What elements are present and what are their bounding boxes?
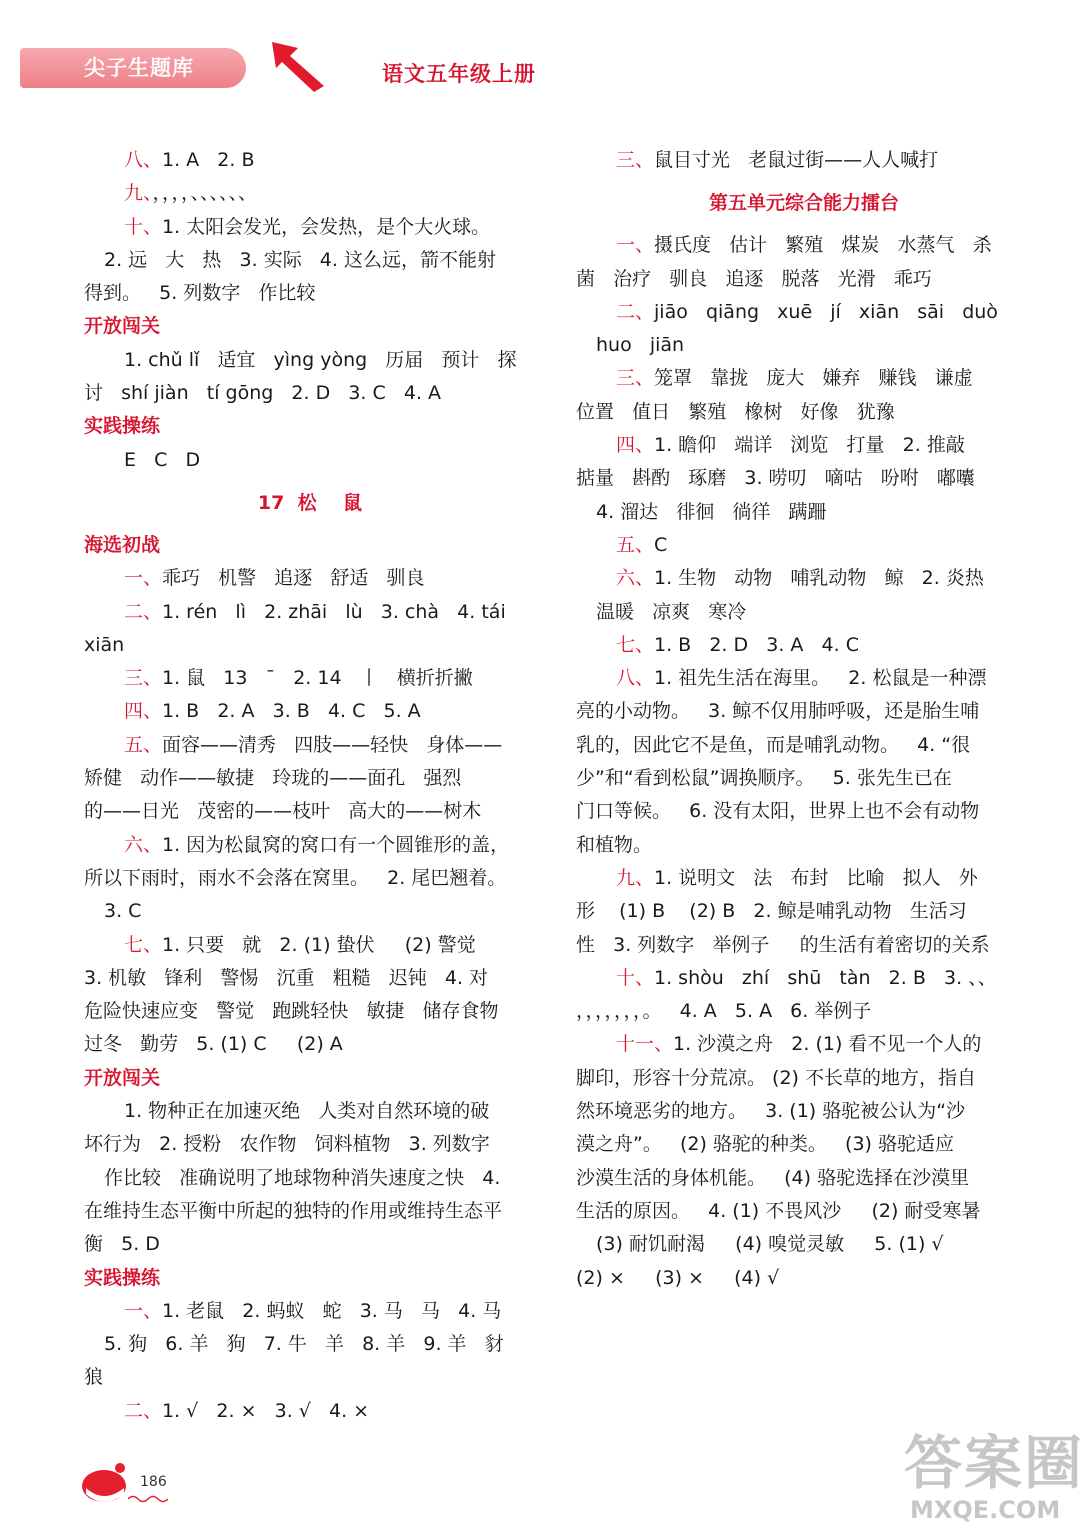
- answer-text: 1. shòu zhí shū tàn 2. B 3. 、、: [654, 966, 997, 989]
- answer-text: 鼠目寸光 老鼠过街——人人喊打: [654, 149, 939, 171]
- answer-text: huo jiān: [596, 334, 685, 357]
- answer-text: 海选初战: [84, 533, 161, 556]
- cartoon-mascot-icon: [80, 1458, 134, 1506]
- book-title: 语文五年级上册: [382, 62, 536, 86]
- answer-text: 实践操练: [84, 415, 161, 438]
- answer-line: [576, 1128, 1032, 1161]
- answer-text: 讨 shí jiàn tí gōng 2. D 3. C 4. A: [84, 382, 442, 405]
- answer-line: [576, 662, 1032, 695]
- answer-line: [576, 695, 1032, 728]
- left-column: [84, 144, 536, 1428]
- section-heading: [84, 310, 536, 343]
- answer-text: 1. 沙漠之舟 2. (1) 看不见一个人的: [673, 1033, 982, 1056]
- answer-text: C: [654, 533, 668, 556]
- answer-line: [576, 795, 1032, 828]
- question-number: 十一、: [616, 1033, 674, 1056]
- answer-line: [576, 1162, 1032, 1195]
- question-number: 三、: [616, 149, 655, 171]
- lesson-title: [576, 177, 1032, 229]
- answer-line: [84, 144, 536, 177]
- answer-line: [84, 596, 536, 629]
- right-column: [576, 144, 1032, 1295]
- answer-line: [576, 862, 1032, 895]
- answer-line: [576, 995, 1032, 1028]
- answer-text: 实践操练: [84, 1266, 161, 1289]
- red-arrow-icon: [268, 38, 328, 94]
- question-number: 九、: [124, 182, 153, 205]
- answer-text: 位置 值日 繁殖 橡树 好像 犹豫: [576, 400, 895, 423]
- answer-line: [576, 1262, 1032, 1295]
- answer-line: [84, 1328, 536, 1361]
- answer-text: 1. rén lì 2. zhāi lù 3. chà 4. tái: [162, 600, 506, 623]
- answer-text: 危险快速应变 警觉 跑跳轻快 敏捷 储存食物: [84, 1000, 499, 1023]
- lesson-title: [84, 477, 536, 529]
- question-number: 三、: [124, 667, 163, 690]
- answer-text: 在维持生态平衡中所起的独特的作用或维持生态平: [84, 1199, 503, 1222]
- answer-text: 乖巧 机警 追逐 舒适 驯良: [162, 567, 425, 590]
- answer-text: 1. chǔ lǐ 适宜 yìng yòng 历届 预计 探: [124, 348, 517, 371]
- answer-line: [84, 695, 536, 728]
- answer-text: 坏行为 2. 授粉 农作物 饲料植物 3. 列数字: [84, 1133, 490, 1156]
- answer-text: 1. 太阳会发光，会发热，是个大火球。: [162, 215, 491, 238]
- answer-line: [576, 296, 1032, 329]
- answer-text: 1. 鼠 13 ˉ 2. 14 丨 横折折撇: [162, 667, 473, 690]
- answer-line: [576, 362, 1032, 395]
- answer-text: 性 3. 列数字 举例子 的生活有着密切的关系: [576, 933, 990, 956]
- answer-line: [576, 396, 1032, 429]
- answer-text: 狼: [84, 1366, 104, 1389]
- answer-text: 菌 治疗 驯良 追逐 脱落 光滑 乖巧: [576, 267, 932, 290]
- answer-line: [84, 244, 536, 277]
- answer-line: [84, 995, 536, 1028]
- section-heading: [84, 410, 536, 443]
- answer-text: 然环境恶劣的地方。 3. (1) 骆驼被公认为“沙: [576, 1100, 966, 1123]
- question-number: 一、: [124, 1299, 163, 1322]
- answer-line: [84, 862, 536, 895]
- answer-line: [84, 829, 536, 862]
- answer-line: [84, 762, 536, 795]
- question-number: 五、: [616, 533, 655, 556]
- answer-line: [84, 1128, 536, 1161]
- answer-line: [84, 1195, 536, 1228]
- answer-line: [84, 1361, 536, 1394]
- answer-text: 1. √ 2. × 3. √ 4. ×: [162, 1399, 370, 1422]
- answer-text: 第五单元综合能力擂台: [708, 192, 899, 215]
- answer-line: [576, 895, 1032, 928]
- question-number: 十、: [124, 215, 163, 238]
- answer-line: [576, 962, 1032, 995]
- answer-text: 沙漠生活的身体机能。 (4) 骆驼选择在沙漠里: [576, 1166, 970, 1189]
- answer-text: 脚印，形容十分荒凉。 (2) 不长草的地方，指自: [576, 1066, 976, 1089]
- answer-line: [576, 529, 1032, 562]
- answer-line: [84, 1228, 536, 1261]
- answer-text: 矫健 动作——敏捷 玲珑的——面孔 强烈: [84, 767, 462, 790]
- section-heading: [84, 1062, 536, 1095]
- answer-line: [84, 277, 536, 310]
- answer-text: 1. 因为松鼠窝的窝口有一个圆锥形的盖，: [162, 833, 510, 856]
- answer-text: 开放闯关: [84, 1066, 161, 1089]
- answer-line: [576, 329, 1032, 362]
- answer-line: [576, 1062, 1032, 1095]
- section-heading: [84, 529, 536, 562]
- question-number: 八、: [124, 149, 163, 171]
- answer-text: 所以下雨时，雨水不会落在窝里。 2. 尾巴翘着。: [84, 866, 507, 889]
- answer-line: [576, 762, 1032, 795]
- answer-line: [84, 562, 536, 595]
- answer-text: 17 松 鼠: [257, 491, 363, 514]
- answer-text: 生活的原因。 4. (1) 不畏风沙 (2) 耐受寒暑: [576, 1199, 981, 1222]
- answer-text: 衡 5. D: [84, 1233, 160, 1256]
- answer-text: 1. 祖先生活在海里。 2. 松鼠是一种漂: [654, 667, 987, 690]
- question-number: 九、: [616, 866, 655, 889]
- question-number: 五、: [124, 733, 163, 756]
- answer-text: 3. 机敏 锋利 警惕 沉重 粗糙 迟钝 4. 对: [84, 966, 489, 989]
- answer-line: [84, 895, 536, 928]
- answer-text: 的——日光 茂密的——枝叶 高大的——树木: [84, 800, 482, 823]
- answer-line: [576, 1028, 1032, 1061]
- answer-text: ，，，，、、、、、、: [152, 182, 258, 205]
- section-heading: [84, 1262, 536, 1295]
- question-number: 六、: [124, 833, 163, 856]
- answer-line: [84, 377, 536, 410]
- question-number: 四、: [616, 434, 655, 457]
- answer-text: xiān: [84, 633, 125, 656]
- question-number: 二、: [124, 1399, 163, 1422]
- answer-text: 和植物。: [576, 833, 653, 856]
- question-number: 四、: [124, 700, 163, 723]
- answer-line: [84, 1162, 536, 1195]
- answer-line: [576, 263, 1032, 296]
- watermark-url: MXQE.COM: [910, 1496, 1061, 1524]
- answer-text: 过冬 勤劳 5. (1) C (2) A: [84, 1033, 343, 1056]
- answer-text: 乳的，因此它不是鱼，而是哺乳动物。 4. “很: [576, 733, 971, 756]
- answer-text: (2) × (3) × (4) √: [576, 1266, 780, 1289]
- answer-text: 1. 瞻仰 端详 浏览 打量 2. 推敲: [654, 434, 965, 457]
- answer-text: 掂量 斟酌 琢磨 3. 唠叨 嘀咕 吩咐 嘟囔: [576, 467, 975, 490]
- answer-line: [576, 496, 1032, 529]
- answer-line: [84, 344, 536, 377]
- answer-line: [84, 444, 536, 477]
- answer-text: 1. 只要 就 2. (1) 蛰伏 (2) 警觉: [162, 933, 476, 956]
- series-badge: 尖子生题库: [20, 48, 246, 88]
- answer-line: [576, 1095, 1032, 1128]
- answer-text: 1. 生物 动物 哺乳动物 鲸 2. 炎热: [654, 567, 984, 590]
- question-number: 八、: [616, 667, 655, 690]
- question-number: 二、: [124, 600, 163, 623]
- answer-text: 4. 溜达 徘徊 徜徉 蹒跚: [596, 500, 827, 523]
- watermark-logo: 答案圈: [904, 1429, 1084, 1497]
- answer-text: 5. 狗 6. 羊 狗 7. 牛 羊 8. 羊 9. 羊 豺: [104, 1333, 504, 1356]
- answer-text: 少”和“看到松鼠”调换顺序。 5. 张先生已在: [576, 767, 952, 790]
- answer-line: [84, 795, 536, 828]
- question-number: 二、: [616, 300, 655, 323]
- answer-line: [576, 144, 1032, 177]
- answer-text: 1. B 2. A 3. B 4. C 5. A: [162, 700, 421, 723]
- answer-text: 1. A 2. B: [162, 149, 255, 171]
- answer-line: [576, 562, 1032, 595]
- answer-line: [84, 929, 536, 962]
- page-number: 186: [140, 1474, 167, 1490]
- answer-line: [84, 1095, 536, 1128]
- answer-line: [576, 429, 1032, 462]
- answer-text: 面容——清秀 四肢——轻快 身体——: [162, 733, 503, 756]
- answer-line: [576, 929, 1032, 962]
- question-number: 六、: [616, 567, 655, 590]
- answer-text: E C D: [124, 448, 201, 471]
- question-number: 一、: [616, 234, 655, 257]
- answer-text: 形 (1) B (2) B 2. 鲸是哺乳动物 生活习: [576, 900, 967, 923]
- question-number: 七、: [616, 633, 655, 656]
- answer-text: 1. B 2. D 3. A 4. C: [654, 633, 859, 656]
- question-number: 七、: [124, 933, 163, 956]
- answer-text: 漠之舟”。 (2) 骆驼的种类。 (3) 骆驼适应: [576, 1133, 954, 1156]
- answer-line: [576, 1228, 1032, 1261]
- answer-text: 摄氏度 估计 繁殖 煤炭 水蒸气 杀: [654, 234, 992, 257]
- answer-line: [576, 629, 1032, 662]
- answer-text: 1. 说明文 法 布封 比喻 拟人 外: [654, 866, 978, 889]
- answer-line: [84, 1028, 536, 1061]
- answer-line: [84, 962, 536, 995]
- answer-text: 3. C: [104, 900, 142, 923]
- answer-text: 作比较 准确说明了地球物种消失速度之快 4.: [104, 1166, 501, 1189]
- answer-text: ，，，，，，，。 4. A 5. A 6. 举例子: [576, 1000, 872, 1023]
- answer-text: 1. 老鼠 2. 蚂蚁 蛇 3. 马 马 4. 马: [162, 1299, 502, 1322]
- answer-line: [84, 629, 536, 662]
- answer-text: 温暖 凉爽 寒冷: [596, 600, 747, 623]
- answer-text: 开放闯关: [84, 315, 161, 338]
- answer-text: (3) 耐饥耐渴 (4) 嗅觉灵敏 5. (1) √: [596, 1233, 944, 1256]
- answer-line: [576, 829, 1032, 862]
- answer-text: jiāo qiāng xuē jí xiān sāi duò: [654, 300, 998, 323]
- answer-line: [84, 1295, 536, 1328]
- answer-line: [576, 229, 1032, 262]
- answer-text: 2. 远 大 热 3. 实际 4. 这么远，箭不能射: [104, 248, 496, 271]
- answer-text: 门口等候。 6. 没有太阳，世界上也不会有动物: [576, 800, 980, 823]
- answer-text: 亮的小动物。 3. 鲸不仅用肺呼吸，还是胎生哺: [576, 700, 980, 723]
- answer-line: [84, 211, 536, 244]
- question-number: 三、: [616, 367, 655, 390]
- answer-text: 1. 物种正在加速灭绝 人类对自然环境的破: [124, 1100, 490, 1123]
- answer-line: [576, 729, 1032, 762]
- answer-text: 笼罩 靠拢 庞大 嫌弃 赚钱 谦虚: [654, 367, 973, 390]
- answer-line: [576, 596, 1032, 629]
- answer-text: 得到。 5. 列数字 作比较: [84, 282, 316, 305]
- answer-line: [576, 462, 1032, 495]
- question-number: 十、: [616, 966, 655, 989]
- answer-line: [84, 729, 536, 762]
- answer-line: [84, 1395, 536, 1428]
- question-number: 一、: [124, 567, 163, 590]
- answer-line: [576, 1195, 1032, 1228]
- answer-line: [84, 662, 536, 695]
- answer-line: [84, 177, 536, 210]
- wave-decoration-icon: [128, 1494, 168, 1504]
